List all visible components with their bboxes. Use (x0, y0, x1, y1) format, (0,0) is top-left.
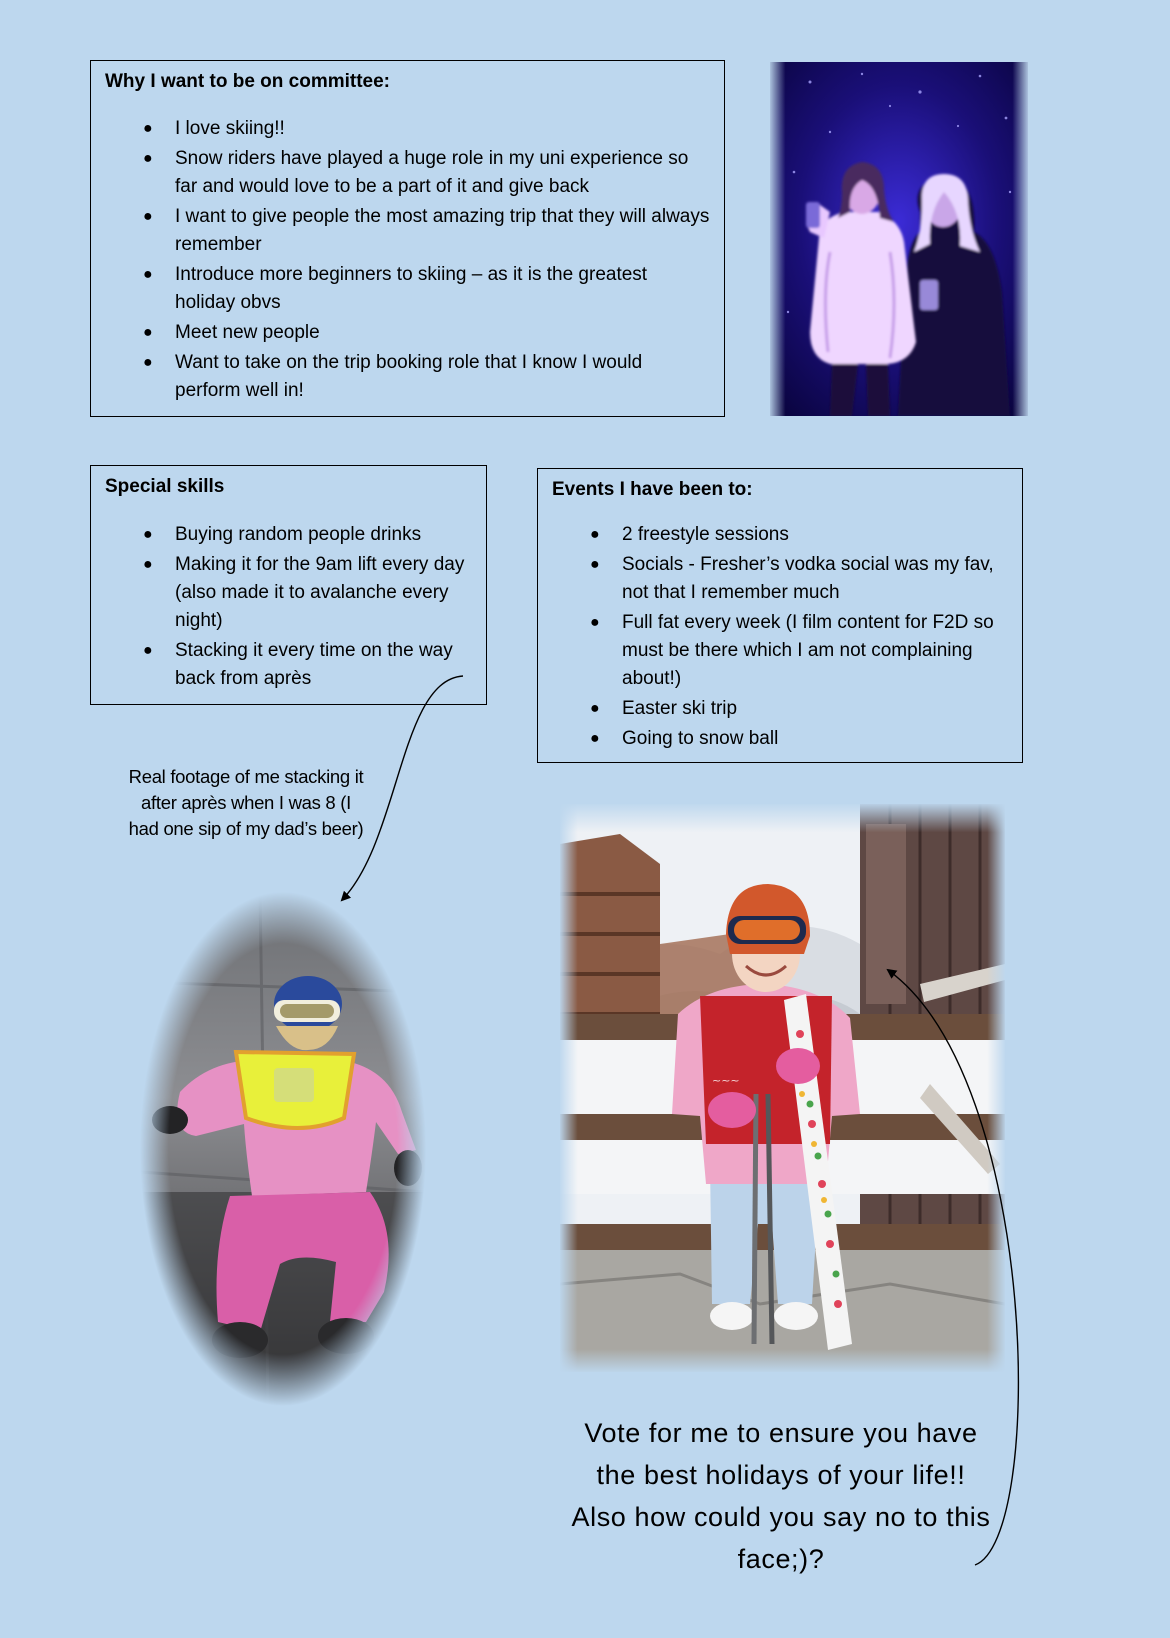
bullet-icon: ● (590, 526, 600, 543)
kid-with-skis-photo (560, 804, 1005, 1372)
committee-heading: Why I want to be on committee: (105, 71, 391, 92)
list-item: ● Want to take on the trip booking role that I know I would perform well in! (91, 349, 724, 405)
list-item: ● Snow riders have played a huge role in my uni experience so far and would love to be a part of it and give back (91, 145, 724, 201)
bullet-icon: ● (590, 614, 600, 631)
events-box (537, 468, 1023, 763)
bullet-icon: ● (143, 354, 153, 371)
bullet-icon: ● (590, 700, 600, 717)
list-item: ● Meet new people (91, 319, 724, 347)
list-item: ● Full fat every week (I film content for F2D so must be there which I am not complaining about!) (538, 609, 1022, 693)
list-item: ● Going to snow ball (538, 725, 1022, 753)
skills-heading: Special skills (105, 476, 225, 497)
fallen-kid-photo (140, 892, 426, 1406)
list-item: ● Socials - Fresher’s vodka social was my fav, not that I remember much (538, 551, 1022, 607)
bullet-icon: ● (143, 324, 153, 341)
bullet-icon: ● (143, 556, 153, 573)
skills-box (90, 465, 487, 705)
bullet-icon: ● (143, 266, 153, 283)
list-item: ● I love skiing!! (91, 115, 724, 143)
bullet-icon: ● (143, 526, 153, 543)
events-heading: Events I have been to: (552, 479, 753, 500)
committee-list (91, 115, 724, 407)
committee-box (90, 60, 725, 417)
list-item: ● 2 freestyle sessions (538, 521, 1022, 549)
events-list (538, 521, 1022, 755)
vote-message: Vote for me to ensure you have the best holidays of your life!! Also how could you say no to this face;)? (571, 1418, 991, 1574)
bullet-icon: ● (590, 556, 600, 573)
list-item: ● Buying random people drinks (91, 521, 486, 549)
list-item: ● Making it for the 9am lift every day (also made it to avalanche every night) (91, 551, 486, 635)
bullet-icon: ● (143, 642, 153, 659)
bullet-icon: ● (143, 208, 153, 225)
list-item: ● I want to give people the most amazing trip that they will always remember (91, 203, 724, 259)
skills-list (91, 521, 486, 695)
fallen-kid-image (140, 892, 426, 1406)
list-item: ● Easter ski trip (538, 695, 1022, 723)
list-item: ● Introduce more beginners to skiing – as it is the greatest holiday obvs (91, 261, 724, 317)
bullet-icon: ● (143, 150, 153, 167)
party-photo (770, 62, 1028, 416)
kid-with-skis-image (560, 804, 1005, 1372)
photo-caption: Real footage of me stacking it after après when I was 8 (I had one sip of my dad’s beer) (128, 766, 364, 839)
party-photo-image (770, 62, 1028, 416)
bullet-icon: ● (590, 730, 600, 747)
bullet-icon: ● (143, 120, 153, 137)
list-item: ● Stacking it every time on the way back from après (91, 637, 486, 693)
